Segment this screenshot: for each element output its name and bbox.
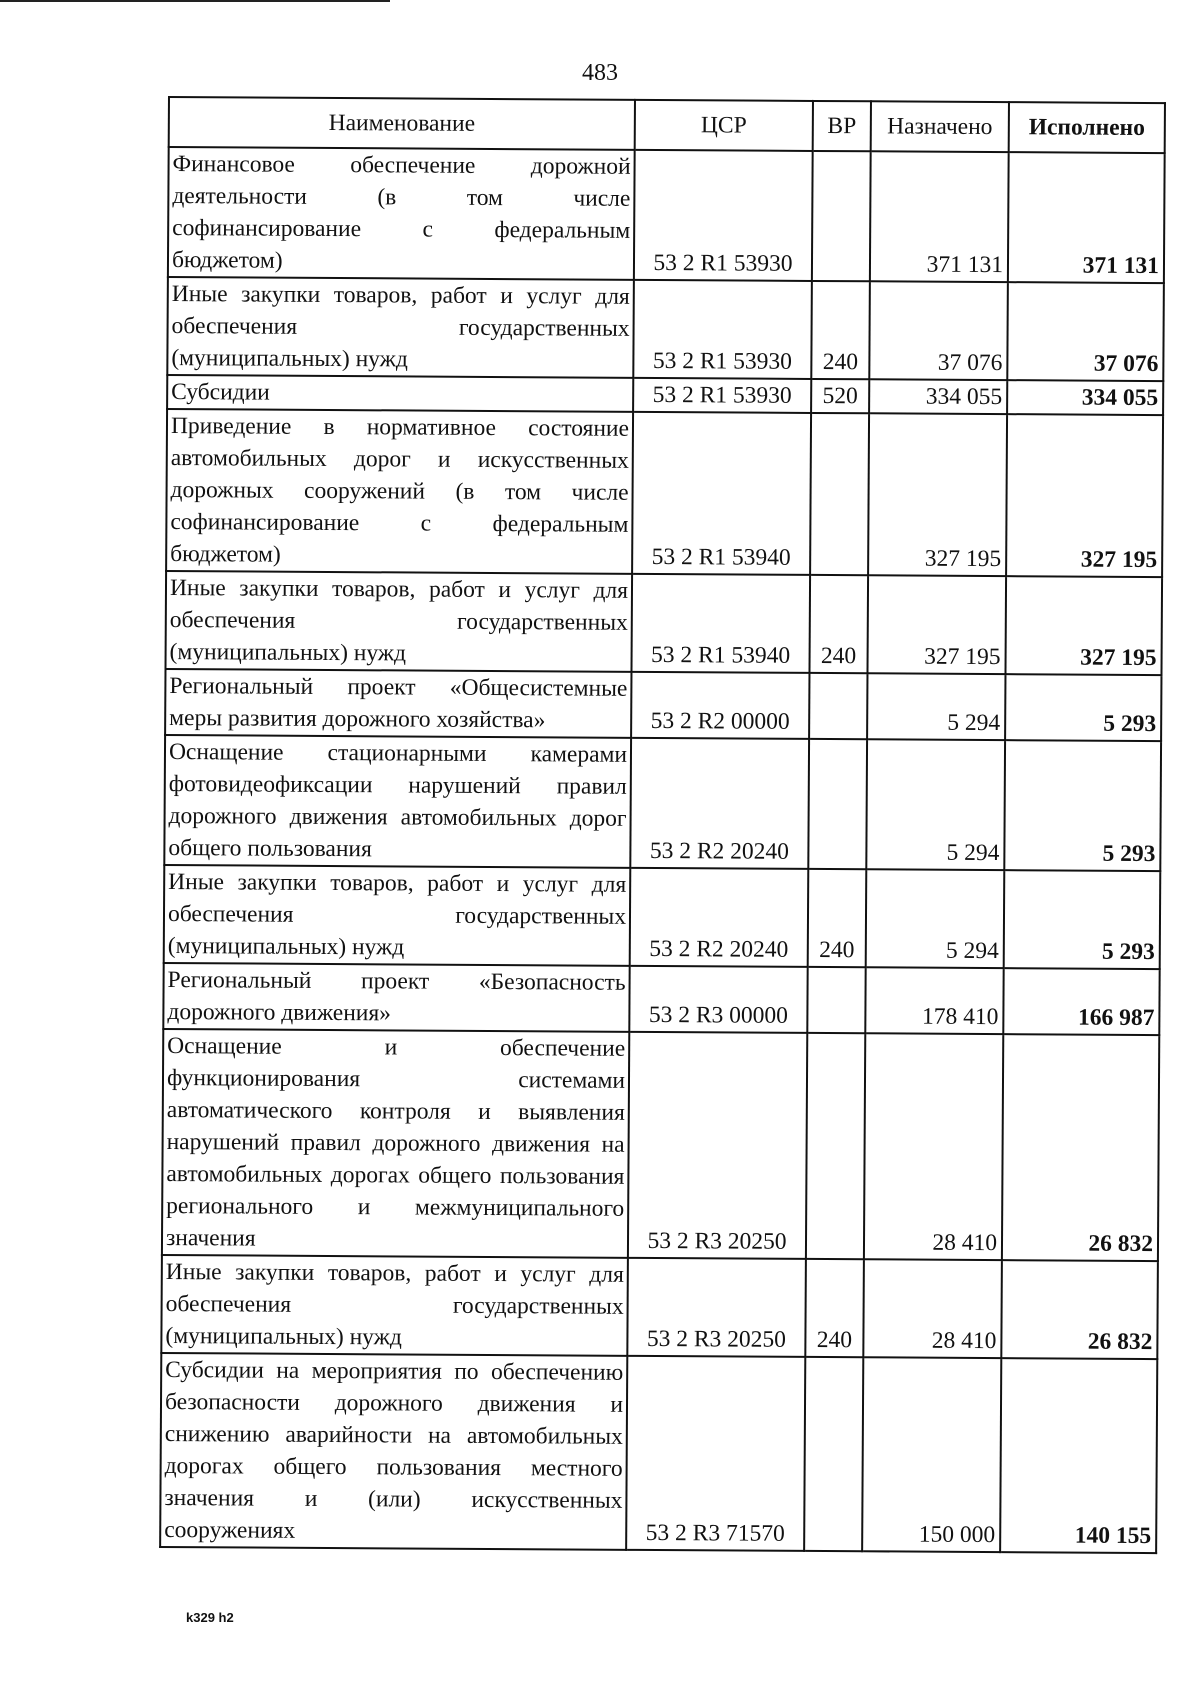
row-vr <box>809 673 867 739</box>
row-name: Финансовое обеспечение дорожной деятельности (в том числе софинансирование с федеральным бюджетом) <box>168 147 635 280</box>
row-csr: 53 2 R2 20240 <box>630 738 809 869</box>
table-row <box>164 865 1161 969</box>
row-name: Субсидии <box>167 375 633 412</box>
row-csr: 53 2 R1 53930 <box>633 378 811 413</box>
row-executed: 140 155 <box>1000 1358 1157 1553</box>
row-executed: 37 076 <box>1007 282 1164 381</box>
row-executed: 334 055 <box>1007 380 1163 415</box>
row-csr: 53 2 R2 20240 <box>630 868 809 967</box>
row-csr: 53 2 R3 20250 <box>628 1032 807 1259</box>
scan-edge-line <box>0 0 390 2</box>
row-planned: 5 294 <box>866 869 1005 968</box>
header-name: Наименование <box>169 97 635 150</box>
row-name: Региональный проект «Безопасность дорожного движения» <box>163 963 629 1032</box>
table-row <box>164 735 1161 871</box>
row-executed: 327 195 <box>1006 414 1163 577</box>
row-vr <box>807 967 865 1033</box>
row-name: Субсидии на мероприятия по обеспечению безопасности дорожного движения и снижению аварийности на автомобильных дорогах общего пользования местного значения и (или) искусственных сооружениях <box>160 1353 627 1550</box>
row-planned: 334 055 <box>869 379 1007 414</box>
row-vr <box>812 151 871 281</box>
row-planned: 178 410 <box>865 967 1003 1034</box>
row-vr <box>810 413 869 575</box>
header-vr: ВР <box>813 101 871 151</box>
row-executed: 166 987 <box>1003 968 1159 1035</box>
row-executed: 5 293 <box>1005 674 1161 741</box>
row-vr <box>804 1357 863 1551</box>
row-executed: 371 131 <box>1008 152 1165 283</box>
row-planned: 371 131 <box>870 151 1009 282</box>
header-csr: ЦСР <box>635 100 813 151</box>
table-row <box>168 147 1165 283</box>
row-csr: 53 2 R2 00000 <box>631 672 809 739</box>
row-name: Оснащение стационарными камерами фотовидеофиксации нарушений правил дорожного движения автомобильных дорог общего пользования <box>164 735 631 868</box>
table-row <box>166 409 1163 577</box>
row-vr <box>808 739 867 869</box>
row-csr: 53 2 R1 53940 <box>631 574 810 673</box>
row-vr <box>806 1033 865 1259</box>
header-planned: Назначено <box>871 101 1009 152</box>
row-csr: 53 2 R1 53930 <box>634 150 813 281</box>
page-number: 483 <box>582 60 618 86</box>
row-planned: 150 000 <box>862 1357 1001 1552</box>
row-name: Иные закупки товаров, работ и услуг для обеспечения государственных (муниципальных) нужд <box>167 277 634 378</box>
row-csr: 53 2 R3 00000 <box>629 966 807 1033</box>
row-planned: 327 195 <box>867 575 1006 674</box>
row-planned: 5 294 <box>866 739 1005 870</box>
table-row <box>161 1255 1158 1359</box>
row-vr: 520 <box>811 379 869 413</box>
budget-table <box>159 96 1166 1554</box>
row-planned: 28 410 <box>864 1033 1003 1260</box>
row-name: Иные закупки товаров, работ и услуг для обеспечения государственных (муниципальных) нужд <box>165 571 632 672</box>
row-csr: 53 2 R3 71570 <box>626 1356 805 1551</box>
row-vr: 240 <box>808 869 867 967</box>
table-row <box>167 277 1164 381</box>
row-executed: 5 293 <box>1004 740 1161 871</box>
row-name: Региональный проект «Общесистемные меры развития дорожного хозяйства» <box>165 669 631 738</box>
row-planned: 5 294 <box>867 673 1005 740</box>
row-name: Иные закупки товаров, работ и услуг для обеспечения государственных (муниципальных) нужд <box>164 865 631 966</box>
table-header-row <box>169 97 1165 153</box>
table-row <box>165 571 1162 675</box>
row-executed: 5 293 <box>1004 870 1161 969</box>
row-name: Приведение в нормативное состояние автомобильных дорог и искусственных дорожных сооружений (в том числе софинансирование с федеральным бюджетом) <box>166 409 633 574</box>
row-csr: 53 2 R1 53930 <box>633 280 812 379</box>
row-csr: 53 2 R3 20250 <box>627 1258 806 1357</box>
row-vr: 240 <box>811 281 870 379</box>
row-vr: 240 <box>809 575 868 673</box>
row-vr: 240 <box>805 1259 864 1357</box>
row-planned: 37 076 <box>869 281 1008 380</box>
footer-code: k329 h2 <box>186 1610 234 1625</box>
row-executed: 327 195 <box>1005 576 1162 675</box>
row-name: Оснащение и обеспечение функционирования системами автоматического контроля и выявления нарушений правил дорожного движения на автомобильных дорогах общего пользования регионального и межмуниципального значения <box>162 1029 629 1258</box>
table-row <box>162 1029 1159 1261</box>
row-planned: 28 410 <box>863 1259 1002 1358</box>
header-executed: Исполнено <box>1009 102 1165 153</box>
row-csr: 53 2 R1 53940 <box>632 412 811 575</box>
table-row <box>165 669 1161 741</box>
row-executed: 26 832 <box>1001 1260 1158 1359</box>
table-row <box>163 963 1159 1035</box>
row-executed: 26 832 <box>1002 1034 1159 1261</box>
row-planned: 327 195 <box>868 413 1007 576</box>
row-name: Иные закупки товаров, работ и услуг для обеспечения государственных (муниципальных) нужд <box>161 1255 628 1356</box>
table-row <box>160 1353 1157 1553</box>
